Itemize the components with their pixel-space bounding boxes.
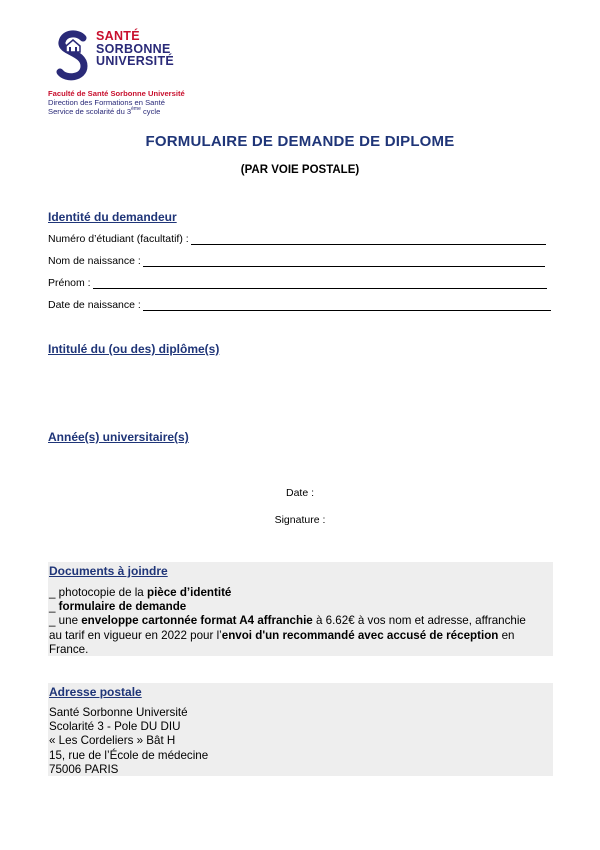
- signature-label: Signature :: [274, 514, 326, 526]
- faculty-name: Faculté de Santé Sorbonne Université: [48, 89, 185, 98]
- birth-name-line[interactable]: [143, 256, 545, 267]
- document-item-id-prefix: _ photocopie de la: [49, 586, 147, 599]
- birth-date-line[interactable]: [143, 300, 551, 311]
- faculty-service-sup: ème: [131, 106, 141, 113]
- sorbonne-s-emblem-icon: [56, 30, 90, 82]
- documents-box: [48, 562, 553, 656]
- address-line: Scolarité 3 - Pole DU DIU: [49, 720, 181, 734]
- birth-name-field[interactable]: [48, 253, 545, 267]
- page-subtitle: (PAR VOIE POSTALE): [240, 164, 360, 176]
- page-title: FORMULAIRE DE DEMANDE DE DIPLOME: [145, 133, 455, 150]
- document-item-form: [49, 600, 526, 614]
- document-item-envelope-line2-suffix: en: [498, 628, 515, 642]
- diploma-heading: Intitulé du (ou des) diplôme(s): [48, 342, 220, 356]
- student-number-line[interactable]: [191, 234, 546, 245]
- date-label: Date :: [285, 487, 314, 499]
- logo-line-sorbonne: SORBONNE: [96, 41, 171, 56]
- documents-list: [49, 586, 526, 657]
- years-heading: Année(s) universitaire(s): [48, 430, 189, 444]
- university-logo: [56, 30, 196, 82]
- document-item-id-bold: pièce d’identité: [146, 586, 232, 599]
- document-item-envelope-mid: à 6.62€ à vos nom et adresse, affranchie: [312, 614, 526, 628]
- address-line: « Les Cordeliers » Bât H: [49, 734, 176, 748]
- documents-heading: Documents à joindre: [49, 564, 168, 578]
- birth-date-field[interactable]: [48, 297, 551, 311]
- student-number-label: Numéro d’étudiant (facultatif) :: [48, 233, 189, 245]
- address-line: 15, rue de l’École de médecine: [49, 748, 209, 762]
- faculty-service: [48, 107, 185, 116]
- document-item-id: [49, 586, 526, 600]
- address-line: 75006 PARIS: [49, 762, 119, 776]
- first-name-line[interactable]: [93, 278, 547, 289]
- logo-wordmark: [96, 30, 174, 68]
- faculty-info: [48, 89, 185, 117]
- document-item-envelope-bold1: enveloppe cartonnée format A4 affranchie: [81, 614, 313, 628]
- document-item-envelope-line3: France.: [49, 642, 89, 656]
- address-line: Santé Sorbonne Université: [49, 706, 188, 719]
- logo-line-sante: SANTÉ: [96, 29, 140, 43]
- document-item-form-prefix: _: [49, 600, 59, 614]
- document-item-envelope-prefix: _ une: [49, 614, 82, 628]
- faculty-service-prefix: Service de scolarité du 3: [48, 107, 132, 117]
- identity-heading: Identité du demandeur: [48, 210, 177, 224]
- address-lines: [49, 706, 208, 777]
- faculty-service-suffix: cycle: [140, 107, 161, 117]
- document-item-form-bold: formulaire de demande: [58, 600, 187, 614]
- first-name-field[interactable]: [48, 275, 547, 289]
- birth-name-label: Nom de naissance :: [48, 255, 141, 267]
- logo-line-universite: UNIVERSITÉ: [96, 54, 175, 68]
- student-number-field[interactable]: [48, 231, 546, 245]
- document-item-envelope-line2-prefix: au tarif en vigueur en 2022 pour l’: [49, 628, 222, 642]
- faculty-direction: Direction des Formations en Santé: [48, 98, 165, 108]
- address-box: [48, 683, 553, 776]
- document-item-envelope: [49, 614, 526, 628]
- birth-date-label: Date de naissance :: [48, 299, 141, 311]
- document-item-envelope-bold2: envoi d'un recommandé avec accusé de réception: [221, 628, 499, 642]
- address-heading: Adresse postale: [49, 685, 142, 699]
- document-item-envelope-line2: [49, 629, 526, 643]
- first-name-label: Prénom :: [48, 277, 91, 289]
